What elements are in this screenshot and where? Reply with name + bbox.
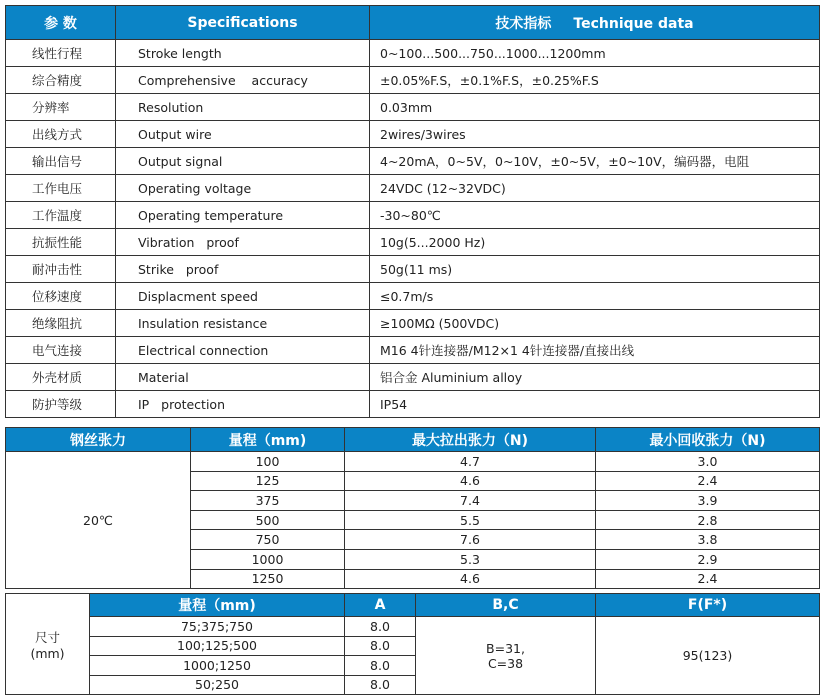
tension-header-1: 量程（mm) bbox=[191, 428, 345, 452]
spec-row bbox=[6, 337, 820, 364]
dims-header-bc: B,C bbox=[416, 594, 596, 617]
tension-max-pull: 4.6 bbox=[345, 471, 596, 491]
param-en: Insulation resistance bbox=[116, 310, 370, 337]
param-header: 参 数 bbox=[6, 6, 116, 40]
spec-row bbox=[6, 364, 820, 391]
tension-max-pull: 5.3 bbox=[345, 549, 596, 569]
spec-row bbox=[6, 67, 820, 94]
dims-label-cell bbox=[6, 594, 90, 695]
spec-row bbox=[6, 121, 820, 148]
tension-header-0: 钢丝张力 bbox=[6, 428, 191, 452]
tension-min-retract: 3.0 bbox=[596, 452, 820, 472]
dims-unit: (mm) bbox=[30, 645, 65, 661]
dims-a: 8.0 bbox=[345, 675, 416, 695]
dims-header-row bbox=[6, 594, 820, 617]
spec-header-row bbox=[6, 6, 820, 40]
dims-a: 8.0 bbox=[345, 636, 416, 656]
tension-max-pull: 4.6 bbox=[345, 569, 596, 589]
spec-row bbox=[6, 310, 820, 337]
param-cn: 工作温度 bbox=[6, 202, 116, 229]
tension-min-retract: 3.8 bbox=[596, 530, 820, 550]
param-en: Comprehensive accuracy bbox=[116, 67, 370, 94]
param-cn: 工作电压 bbox=[6, 175, 116, 202]
spec-row bbox=[6, 202, 820, 229]
tension-header-3: 最小回收张力（N) bbox=[596, 428, 820, 452]
dims-range: 100;125;500 bbox=[90, 636, 345, 656]
dims-range: 50;250 bbox=[90, 675, 345, 695]
param-value: 0.03mm bbox=[370, 94, 820, 121]
spec-row bbox=[6, 175, 820, 202]
param-value: -30~80℃ bbox=[370, 202, 820, 229]
param-value: 4~20mA，0~5V，0~10V，±0~5V，±0~10V，编码器，电阻 bbox=[370, 148, 820, 175]
tension-min-retract: 2.4 bbox=[596, 471, 820, 491]
param-en: Output signal bbox=[116, 148, 370, 175]
param-en: Operating voltage bbox=[116, 175, 370, 202]
tension-max-pull: 4.7 bbox=[345, 452, 596, 472]
param-en: Stroke length bbox=[116, 40, 370, 67]
param-cn: 防护等级 bbox=[6, 391, 116, 418]
param-value: ≤0.7m/s bbox=[370, 283, 820, 310]
param-en: Operating temperature bbox=[116, 202, 370, 229]
dims-bc bbox=[416, 617, 596, 695]
tension-max-pull: 7.4 bbox=[345, 491, 596, 511]
dimensions-table bbox=[5, 593, 820, 695]
tension-range: 1000 bbox=[191, 549, 345, 569]
tension-min-retract: 3.9 bbox=[596, 491, 820, 511]
spec-row bbox=[6, 94, 820, 121]
param-en: Material bbox=[116, 364, 370, 391]
param-cn: 综合精度 bbox=[6, 67, 116, 94]
wire-tension-table bbox=[5, 427, 820, 589]
tension-min-retract: 2.8 bbox=[596, 510, 820, 530]
tension-condition: 20℃ bbox=[6, 452, 191, 589]
param-value: 24VDC (12~32VDC) bbox=[370, 175, 820, 202]
tension-min-retract: 2.9 bbox=[596, 549, 820, 569]
tension-range: 500 bbox=[191, 510, 345, 530]
param-value: M16 4针连接器/M12×1 4针连接器/直接出线 bbox=[370, 337, 820, 364]
spec-header: Specifications bbox=[116, 6, 370, 40]
spec-row bbox=[6, 391, 820, 418]
param-value: 铝合金 Aluminium alloy bbox=[370, 364, 820, 391]
dims-a: 8.0 bbox=[345, 656, 416, 676]
param-cn: 抗振性能 bbox=[6, 229, 116, 256]
dims-range: 75;375;750 bbox=[90, 617, 345, 637]
param-cn: 外壳材质 bbox=[6, 364, 116, 391]
spec-row bbox=[6, 283, 820, 310]
specifications-table bbox=[5, 5, 820, 418]
param-cn: 位移速度 bbox=[6, 283, 116, 310]
param-cn: 分辨率 bbox=[6, 94, 116, 121]
tech-header-en: Technique data bbox=[573, 15, 694, 32]
dims-a: 8.0 bbox=[345, 617, 416, 637]
dims-b: B=31, bbox=[486, 640, 525, 656]
param-value: 0~100...500...750...1000...1200mm bbox=[370, 40, 820, 67]
param-cn: 输出信号 bbox=[6, 148, 116, 175]
tension-header-row bbox=[6, 428, 820, 452]
param-en: Electrical connection bbox=[116, 337, 370, 364]
dims-c: C=38 bbox=[487, 655, 524, 671]
dims-f: 95(123) bbox=[596, 617, 820, 695]
tech-header bbox=[370, 6, 820, 40]
tension-range: 375 bbox=[191, 491, 345, 511]
spec-row bbox=[6, 148, 820, 175]
param-en: Displacment speed bbox=[116, 283, 370, 310]
param-value: ±0.05%F.S，±0.1%F.S，±0.25%F.S bbox=[370, 67, 820, 94]
tension-max-pull: 7.6 bbox=[345, 530, 596, 550]
param-value: 10g(5...2000 Hz) bbox=[370, 229, 820, 256]
tension-range: 1250 bbox=[191, 569, 345, 589]
tension-row bbox=[6, 452, 820, 472]
tension-range: 125 bbox=[191, 471, 345, 491]
param-value: IP54 bbox=[370, 391, 820, 418]
dims-header-a: A bbox=[345, 594, 416, 617]
spec-row bbox=[6, 229, 820, 256]
param-cn: 线性行程 bbox=[6, 40, 116, 67]
param-en: Vibration proof bbox=[116, 229, 370, 256]
dims-header-range: 量程（mm) bbox=[90, 594, 345, 617]
param-en: IP protection bbox=[116, 391, 370, 418]
param-cn: 出线方式 bbox=[6, 121, 116, 148]
dims-row bbox=[6, 617, 820, 637]
spec-row bbox=[6, 40, 820, 67]
param-value: 50g(11 ms) bbox=[370, 256, 820, 283]
param-cn: 耐冲击性 bbox=[6, 256, 116, 283]
spec-row bbox=[6, 256, 820, 283]
param-cn: 电气连接 bbox=[6, 337, 116, 364]
param-en: Strike proof bbox=[116, 256, 370, 283]
param-cn: 绝缘阻抗 bbox=[6, 310, 116, 337]
tension-max-pull: 5.5 bbox=[345, 510, 596, 530]
tension-header-2: 最大拉出张力（N) bbox=[345, 428, 596, 452]
dims-header-f: F(F*) bbox=[596, 594, 820, 617]
dims-label: 尺寸 bbox=[34, 629, 60, 645]
param-en: Resolution bbox=[116, 94, 370, 121]
tension-range: 750 bbox=[191, 530, 345, 550]
tech-header-cn: 技术指标 bbox=[495, 15, 552, 32]
param-value: ≥100MΩ (500VDC) bbox=[370, 310, 820, 337]
tension-range: 100 bbox=[191, 452, 345, 472]
dims-range: 1000;1250 bbox=[90, 656, 345, 676]
param-en: Output wire bbox=[116, 121, 370, 148]
tension-min-retract: 2.4 bbox=[596, 569, 820, 589]
param-value: 2wires/3wires bbox=[370, 121, 820, 148]
